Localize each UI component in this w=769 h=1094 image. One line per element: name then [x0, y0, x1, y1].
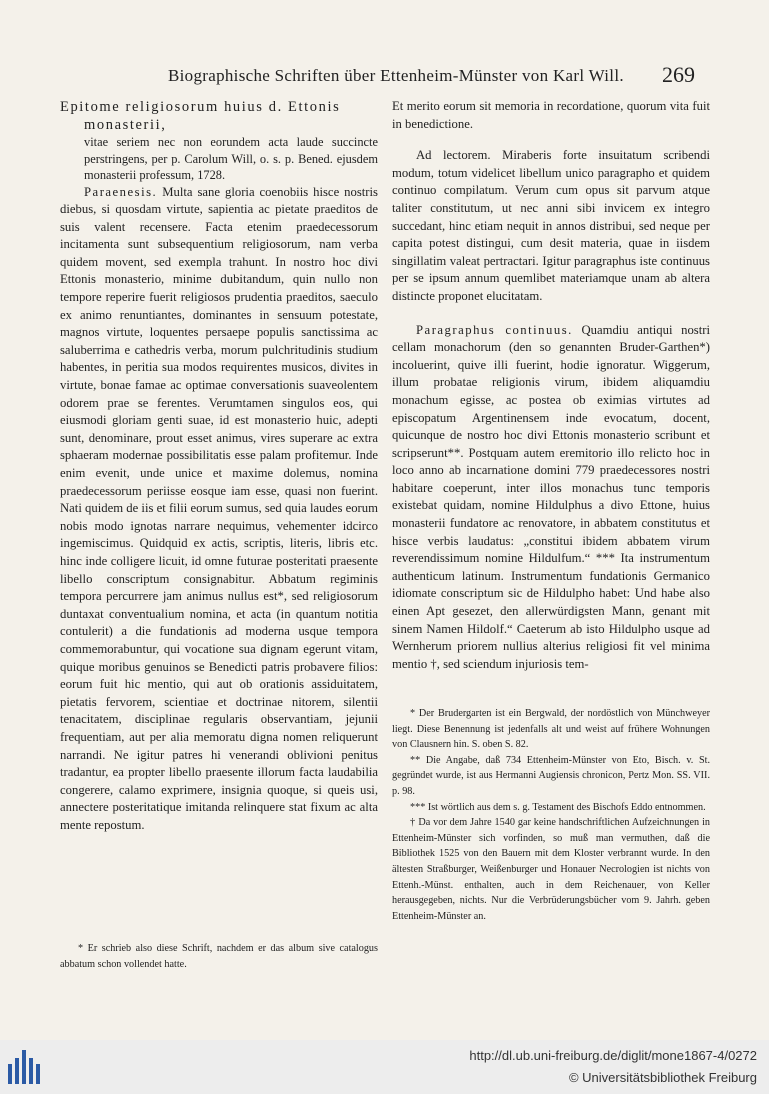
footnote-4: † Da vor dem Jahre 1540 gar keine handschriftlichen Aufzeichnungen in Ettenheim-Münster sich vorfinden, so muß man vermuthen, daß die Bibliothek 1525 von den Bauern mit dem Kloster verbrannt wurde. In den ältesten Straßburger, Weißenburger und Honauer Necrologien ist nichts von Ettenh.-Münst. enthalten, auch in dem Reichenauer, von Keller herausgegeben, nichts. Nur die Verbrüderungsbücher vom 9. Jahrh. geben Ettenheim-Münster an.	[392, 817, 710, 922]
paraenesis-text: Multa sane gloria coenobiis hisce nostris diebus, si quosdam virtute, sapientia ac pietate praeditos de suis valent recensere. Facta etenim praedecessorum incitamenta sunt subsequentium religiosorum, nam verba quidem movent, sed exempla trahunt. In nostro hoc divi Ettonis monasterio, minime dubitandum, quin nullo non tempore reperire fuerit religiosos prudentia praeditos, saeculo ex animo renuntiantes, dominantes in sensuum potestate, magnos virtute, loquentes persaepe populis sanctissima ac saluberrima e cathedris verba, morum pulchritudinis studium habentes, in peritia sua modos requirentes musicos, divites in virtute, bonae famae ac optimae conversationis suaveolentem odorem prae se ferentes. Verumtamen singulos eos, qui eiusmodi gloriam genti suae, id est monasterio huic, adepti sunt, denominare, prout esset animus, vires superare ac extra sphaeram modernae possibilitatis esse palam profitemur. Inde enim evenit, unde unice et maxime dolemus, nomina praedecessorum periisse eosque iam esse, quasi non fuerint. Nati quidem de iis et filii eorum sumus, sed quia laudes eorum nobis modo ignotas narrare nequimus, vehementer idcirco ingemiscimus. Quidquid ex actis, scriptis, literis, libris etc. hinc inde colligere licuit, id omne futurae posteritati praesente libello conscriptum consignabitur. Abbatum regiminis tempora percurrere jam animus nullus est*, sed religiosorum duntaxat conventualium nomina, et acta (in quantum notitia contulerit) a die fundationis ad moderna usque tempora commemorabuntur, qui vocatione sua dignam egerunt vitam, quique moribus genuinos se Benedicti patris probavere filios: eorum fuit hic mentio, qui aut ob orationis assiduitatem, pietatis fervorem, scientiae et doctrinae nitorem, silentii tenacitatem, disciplinae regularis observantiam, jejunii frequentiam, aut per alia memoratu digna nomen reliquerunt narrandi. Ne igitur patres hi venerandi oblivioni penitus tradantur, ea propter libello praesente illorum facta laudabilia congerere, calamo exprimere, insignia quoque, si queis usi, annectere posteritatique imitanda relinquere stat fixum ac alta mente repostum.	[60, 184, 378, 832]
paragraphus-text: Quamdiu antiqui nostri cellam monachorum (den so genannten Bruder-Garthen*) incoluerint, quive illi fuerint, hodie ignoratur. Wiggerum, illum probatae religionis virum, ibidem aliquamdiu monachum egisse, ac postea ob eximias virtutes ad episcopatum Argentinensem inde evocatum, docent, quicunque de nostro hoc divi Ettonis monasterio scribunt et scripserunt**. Postquam autem eremitorio illo relicto hoc in loco anno ab incarnatione domini 779 praedecessores nostri habitare coeperunt, inter illos monachus tunc temporis existebat quidam, nomine Hildulphus a divo Ettone, huius monasterii fundatore ac renovatore, in abbatem constitutus et hisce verbis laudatus: „constitui ibidem abbatem virum reverendissimum nomine Hildulfum.“ *** Ita instrumentum authenticum latinum. Instrumentum fundationis Germanico idiomate conscriptum sic de Hildulpho habet: Und habe also einen Apt gesezet, den allerwürdigsten Mann, genant mit sinem Namen Hildolf.“ Caeterum ab isto Hildulpho usque ad Wernherum priorem nullius alterius religiosi fit vel minima mentio †, sed sciendum injuriosis tem-	[392, 322, 710, 671]
paraenesis-paragraph	[60, 184, 378, 835]
running-header	[0, 62, 769, 92]
footnote-3: *** Ist wörtlich aus dem s. g. Testament des Bischofs Eddo entnommen.	[410, 801, 706, 813]
left-column	[60, 98, 378, 834]
permalink[interactable]: http://dl.ub.uni-freiburg.de/diglit/mone1867-4/0272	[469, 1048, 757, 1063]
library-logo-icon	[8, 1050, 42, 1084]
footnote-text: * Er schrieb also diese Schrift, nachdem er das album sive catalogus abbatum schon vollendet hatte.	[60, 943, 378, 970]
viewer-footer	[0, 1040, 769, 1094]
running-title: Biographische Schriften über Ettenheim-Münster von Karl Will.	[168, 66, 624, 85]
ad-lectorem-paragraph: Ad lectorem. Miraberis forte insuitatum scribendi modum, totum videlicet libellum unico paragrapho et quidem continuo compilatum. Verum cum opus sit parvum atque taliter constitutum, ut nec anni sibi invicem ex integro succedant, hinc etiam nequit in annos distribui, sed neque per capita potest distingui, cum desit materia, quae in iisdem singillatim valeat pertractari. Igitur paragraphus iste continuus per se ipsum annum quemlibet materiamque unam ab altera distincte proponet elucitatam.	[392, 148, 710, 303]
footnote-1: * Der Brudergarten ist ein Bergwald, der nordöstlich von Münchweyer liegt. Diese Benennung ist jedenfalls alt und weist auf frühere Wohnungen von Clausnern hin. S. oben S. 82.	[392, 708, 710, 751]
copyright-notice: © Universitätsbibliothek Freiburg	[568, 1070, 757, 1085]
section-heading: Epitome religiosorum huius d. Ettonis	[60, 99, 341, 115]
section-heading-continued: monasterii,	[84, 117, 167, 133]
paragraphus-label: Paragraphus continuus.	[416, 322, 573, 337]
right-footnotes	[392, 706, 710, 924]
paragraphus-paragraph	[392, 322, 710, 674]
left-footnote	[60, 941, 378, 972]
paraenesis-label: Paraenesis.	[84, 184, 158, 199]
right-column	[392, 98, 710, 673]
section-subtitle: vitae seriem nec non eorundem acta laude succincte perstringens, per p. Carolum Will, o. s. p. Bened. ejusdem monasterii professum, 1728.	[84, 135, 378, 182]
footnote-2: ** Die Angabe, daß 734 Ettenheim-Münster von Eto, Bisch. v. St. gegründet wurde, ist aus Hermanni Augiensis chronicon, Pertz Mon. SS. VII. p. 98.	[392, 754, 710, 797]
closing-text: Et merito eorum sit memoria in recordatione, quorum vita fuit in benedictione.	[392, 99, 710, 131]
page-number: 269	[662, 62, 695, 87]
